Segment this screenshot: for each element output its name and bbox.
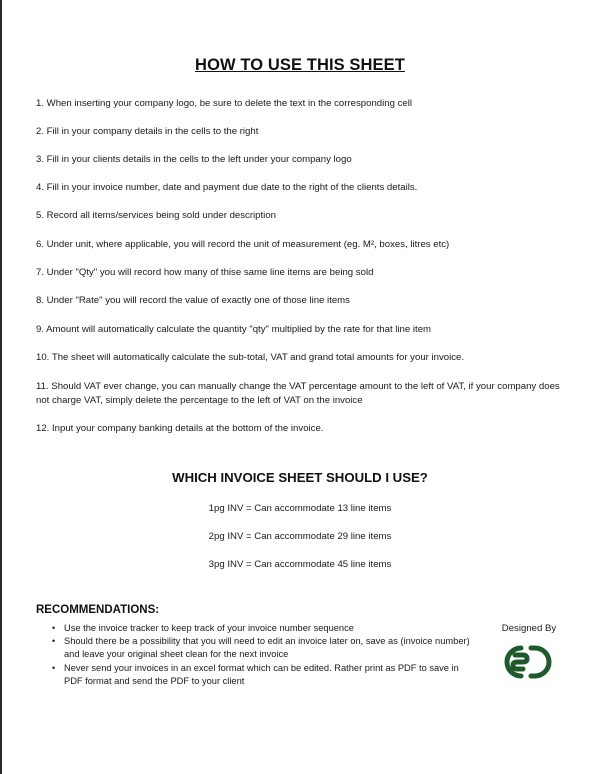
step-1: 1. When inserting your company logo, be sure to delete the text in the corresponding cell bbox=[36, 98, 412, 109]
step-2: 2. Fill in your company details in the cells to the right bbox=[36, 126, 259, 137]
step-9: 9. Amount will automatically calculate the quantity "qty" multiplied by the rate for that line item bbox=[36, 324, 432, 335]
bullet-icon: • bbox=[52, 662, 56, 673]
step-5: 5. Record all items/services being sold under description bbox=[36, 210, 276, 221]
step-10: 10. The sheet will automatically calculate the sub-total, VAT and grand total amounts for your invoice. bbox=[36, 352, 465, 363]
designed-by-label: Designed By bbox=[501, 623, 557, 634]
page-title: HOW TO USE THIS SHEET bbox=[195, 56, 405, 74]
sd-logo-icon bbox=[497, 640, 557, 684]
sheet-option-3pg: 3pg INV = Can accommodate 45 line items bbox=[208, 559, 392, 570]
bullet-icon: • bbox=[52, 623, 56, 633]
sheet-option-2pg: 2pg INV = Can accommodate 29 line items bbox=[208, 531, 392, 542]
recommendations-list bbox=[52, 622, 472, 688]
which-sheet-title: WHICH INVOICE SHEET SHOULD I USE? bbox=[172, 470, 428, 485]
recommendations-title: RECOMMENDATIONS: bbox=[36, 604, 160, 616]
step-3: 3. Fill in your clients details in the cells to the left under your company logo bbox=[36, 154, 352, 165]
recommendation-item bbox=[52, 635, 472, 661]
step-8: 8. Under "Rate" you will record the value of exactly one of those line items bbox=[36, 295, 350, 306]
recommendation-text: Never send your invoices in an excel format which can be edited. Rather print as PDF to save in PDF format and send the PDF to your client bbox=[64, 662, 459, 686]
step-12: 12. Input your company banking details at the bottom of the invoice. bbox=[36, 423, 324, 434]
recommendation-item bbox=[52, 662, 472, 688]
recommendation-text: Should there be a possibility that you will need to edit an invoice later on, save as (invoice number) and leave your original sheet clean for the next invoice bbox=[64, 636, 470, 660]
step-7: 7. Under "Qty" you will record how many of thise same line items are being sold bbox=[36, 267, 374, 278]
recommendation-item bbox=[52, 622, 472, 635]
sheet-option-1pg: 1pg INV = Can accommodate 13 line items bbox=[208, 503, 392, 514]
step-6: 6. Under unit, where applicable, you will record the unit of measurement (eg. M², boxes, litres etc) bbox=[36, 239, 450, 250]
step-4: 4. Fill in your invoice number, date and payment due date to the right of the clients details. bbox=[36, 182, 418, 193]
recommendation-text: Use the invoice tracker to keep track of your invoice number sequence bbox=[64, 623, 354, 633]
bullet-icon: • bbox=[52, 636, 56, 647]
step-11: 11. Should VAT ever change, you can manually change the VAT percentage amount to the left of VAT, if your company does not charge VAT, simply delete the percentage to the left of VAT on the invoice bbox=[36, 381, 560, 406]
